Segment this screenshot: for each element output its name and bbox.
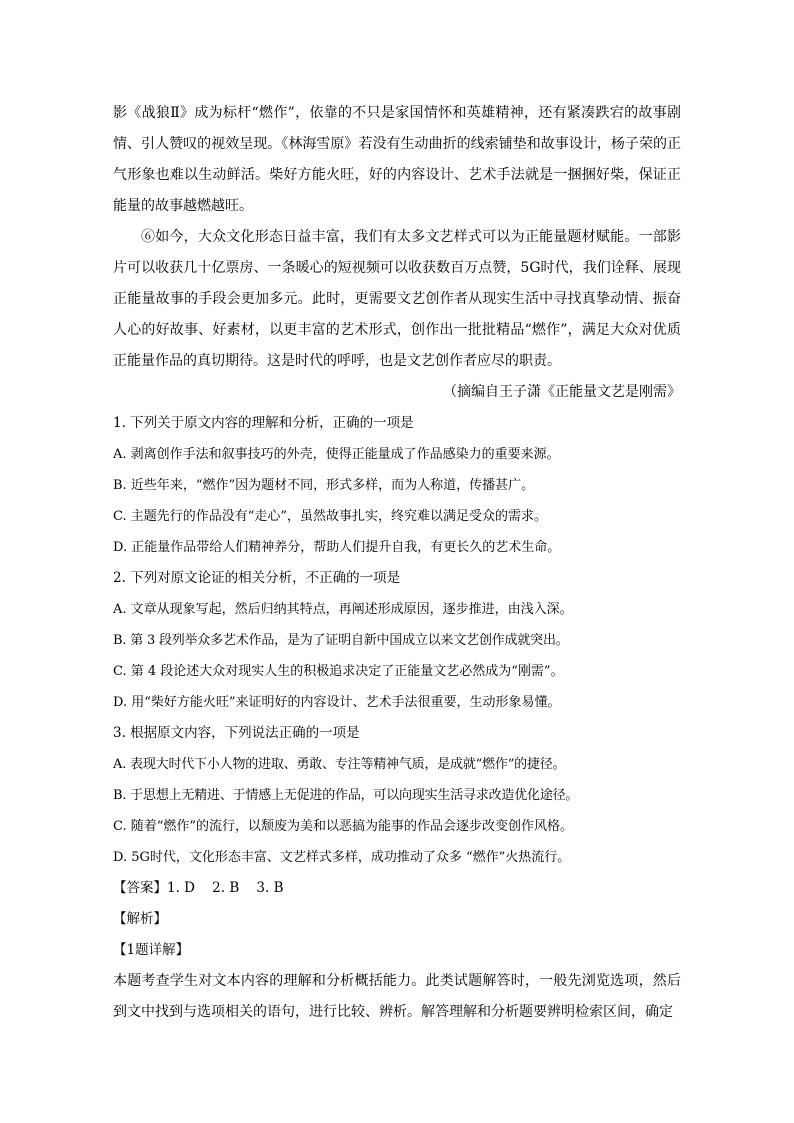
option-d: D. 5G时代，文化形态丰富、文艺样式多样，成功推动了众多 “燃作”火热流行。 [113, 850, 571, 865]
detail-heading: 【1题详解】 [113, 942, 190, 958]
detail-text: 本题考查学生对文本内容的理解和分析概括能力。此类试题解答时，一般先浏览选项，然后到文中找到与选项相关的语句，进行比较、辨析。解答理解和分析题要辨明检索区间，确定 [113, 973, 681, 1020]
question-3 [113, 718, 681, 873]
option-a: A. 文章从现象写起，然后归纳其特点，再阐述形成原因，逐步推进，由浅入深。 [113, 602, 573, 617]
option-c: C. 随着“燃作”的流行，以颓废为美和以恶搞为能事的作品会逐步改变创作风格。 [113, 819, 574, 834]
question-2 [113, 563, 681, 718]
option-a: A. 表现大时代下小人物的进取、勇敢、专注等精神气质，是成就“燃作”的捷径。 [113, 757, 566, 772]
option-b: B. 于思想上无精进、于情感上无促进的作品，可以向现实生活寻求改造优化途径。 [113, 788, 579, 803]
option-d: D. 用“柴好方能火旺”来证明好的内容设计、艺术手法很重要，生动形象易懂。 [113, 695, 561, 710]
question-stem: 3. 根据原文内容，下列说法正确的一项是 [113, 725, 360, 741]
document-body [113, 98, 681, 1028]
paragraph-5-continued: 影《战狼Ⅱ》成为标杆“燃作”，依靠的不只是家国情怀和英雄精神，还有紧凑跌宕的故事剧情、引人赞叹的视效呈现。《林海雪原》若没有生动曲折的线索铺垫和故事设计，杨子荣的正气形象也难以生动鲜活。柴好方能火旺，好的内容设计、艺术手法就是一捆捆好柴，保证正能量的故事越燃越旺。 [113, 105, 681, 214]
option-c: C. 主题先行的作品没有“走心”，虽然故事扎实，终究难以满足受众的需求。 [113, 509, 548, 524]
option-c: C. 第 4 段论述大众对现实人生的积极追求决定了正能量文艺必然成为“刚需”。 [113, 664, 564, 679]
option-d: D. 正能量作品带给人们精神养分，帮助人们提升自我，有更长久的艺术生命。 [113, 540, 561, 555]
paragraph-6: ⑥如今，大众文化形态日益丰富，我们有太多文艺样式可以为正能量题材赋能。一部影片可以收获几十亿票房、一条暖心的短视频可以收获数百万点赞，5G时代，我们诠释、展现正能量故事的手段会更加多元。此时，更需要文艺创作者从现实生活中寻找真挚动情、振奋人心的好故事、好素材，以更丰富的艺术形式，创作出一批批精品“燃作”，满足大众对优质正能量作品的真切期待。这是时代的呼呼，也是文艺创作者应尽的职责。 [113, 229, 681, 369]
analysis-heading: 【解析】 [113, 911, 167, 927]
answer-line: 【答案】1. D 2. B 3. B [113, 880, 284, 896]
option-a: A. 剥离创作手法和叙事技巧的外壳，使得正能量成了作品感染力的重要来源。 [113, 447, 560, 462]
option-b: B. 第 3 段列举众多艺术作品，是为了证明自新中国成立以来文艺创作成就突出。 [113, 633, 569, 648]
source-citation: （摘编自王子潇《正能量文艺是刚需》 [443, 384, 681, 400]
question-1 [113, 408, 681, 563]
question-stem: 1. 下列关于原文内容的理解和分析，正确的一项是 [113, 415, 414, 431]
option-b: B. 近些年来，“燃作”因为题材不同，形式多样，而为人称道，传播甚广。 [113, 478, 535, 493]
question-stem: 2. 下列对原文论证的相关分析，不正确的一项是 [113, 570, 401, 586]
